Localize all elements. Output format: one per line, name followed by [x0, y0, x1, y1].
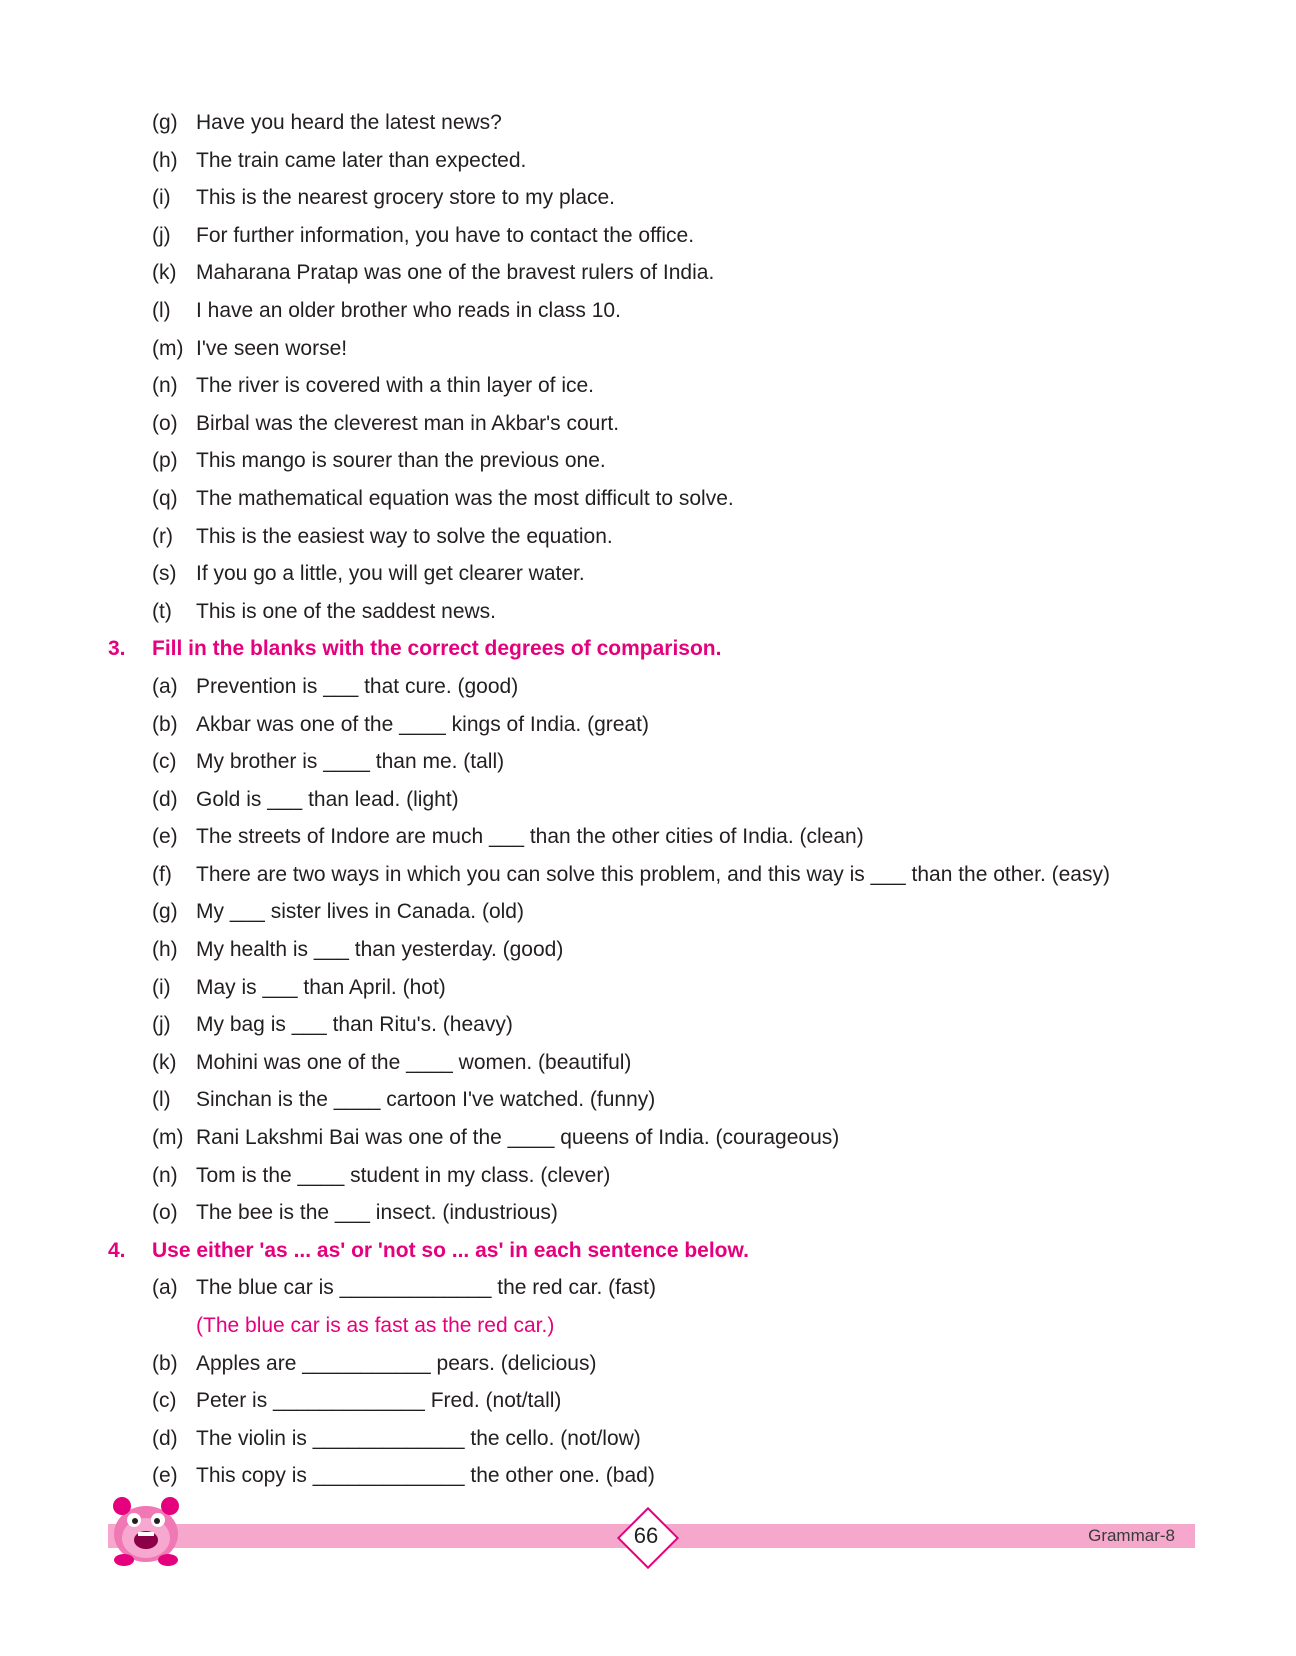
list-item [0, 1157, 1296, 1195]
list-item [0, 1006, 1296, 1044]
monster-mascot-icon [104, 1488, 188, 1568]
item-label: (h) [152, 938, 178, 962]
item-text: There are two ways in which you can solve this problem, and this way is ___ than the other. (easy) [196, 862, 1110, 886]
item-label: (l) [152, 298, 171, 322]
item-label: (q) [152, 486, 178, 510]
item-label: (e) [152, 825, 178, 849]
page-number-badge [618, 1508, 674, 1564]
list-item [0, 442, 1296, 480]
list-item [0, 1194, 1296, 1232]
list-item [0, 367, 1296, 405]
list-item [0, 1382, 1296, 1420]
list-item [0, 1044, 1296, 1082]
item-text: Mohini was one of the ____ women. (beautiful) [196, 1050, 632, 1074]
list-item [0, 856, 1296, 894]
section-number: 4. [108, 1238, 126, 1262]
item-text: This copy is _____________ the other one. (bad) [196, 1464, 655, 1488]
list-item [0, 142, 1296, 180]
item-text: Maharana Pratap was one of the bravest rulers of India. [196, 261, 715, 285]
list-item [0, 743, 1296, 781]
item-text: Peter is _____________ Fred. (not/tall) [196, 1389, 562, 1413]
item-label: (b) [152, 1351, 178, 1375]
item-label: (c) [152, 750, 177, 774]
list-item [0, 292, 1296, 330]
item-label: (d) [152, 1426, 178, 1450]
item-text: For further information, you have to contact the office. [196, 223, 695, 247]
item-label: (o) [152, 411, 178, 435]
item-text: The mathematical equation was the most difficult to solve. [196, 486, 734, 510]
list-item [0, 330, 1296, 368]
list-item [0, 104, 1296, 142]
item-label: (o) [152, 1201, 178, 1225]
list-item [0, 893, 1296, 931]
section-title: Use either 'as ... as' or 'not so ... as' in each sentence below. [152, 1238, 749, 1262]
item-label: (f) [152, 862, 172, 886]
item-label: (b) [152, 712, 178, 736]
item-text: Akbar was one of the ____ kings of India. (great) [196, 712, 649, 736]
item-label: (n) [152, 374, 178, 398]
list-item [0, 706, 1296, 744]
list-item [0, 1345, 1296, 1383]
item-label: (p) [152, 449, 178, 473]
item-text: The bee is the ___ insect. (industrious) [196, 1201, 558, 1225]
item-label: (l) [152, 1088, 171, 1112]
list-item [0, 1081, 1296, 1119]
list-item [0, 1457, 1296, 1495]
item-text: Birbal was the cleverest man in Akbar's court. [196, 411, 620, 435]
list-item [0, 781, 1296, 819]
item-text: Gold is ___ than lead. (light) [196, 787, 459, 811]
item-label: (i) [152, 186, 171, 210]
item-label: (m) [152, 336, 184, 360]
item-text: My brother is ____ than me. (tall) [196, 750, 505, 774]
list-item [0, 1420, 1296, 1458]
list-item [0, 818, 1296, 856]
list-item [0, 555, 1296, 593]
list-item [0, 1119, 1296, 1157]
item-label: (d) [152, 787, 178, 811]
item-label: (h) [152, 148, 178, 172]
list-item [0, 480, 1296, 518]
item-text: This mango is sourer than the previous one. [196, 449, 606, 473]
item-text: If you go a little, you will get clearer water. [196, 562, 585, 586]
item-label: (t) [152, 599, 172, 623]
list-item [0, 668, 1296, 706]
item-label: (n) [152, 1163, 178, 1187]
item-text: My bag is ___ than Ritu's. (heavy) [196, 1013, 513, 1037]
item-label: (a) [152, 1276, 178, 1300]
item-label: (m) [152, 1126, 184, 1150]
book-title: Grammar-8 [1088, 1526, 1175, 1545]
item-label: (i) [152, 975, 171, 999]
section-4-heading [0, 1232, 1296, 1270]
item-text: Sinchan is the ____ cartoon I've watched. (funny) [196, 1088, 656, 1112]
item-text: The train came later than expected. [196, 148, 527, 172]
item-text: I have an older brother who reads in class 10. [196, 298, 621, 322]
answer-text: (The blue car is as fast as the red car.) [196, 1314, 555, 1337]
item-label: (g) [152, 900, 178, 924]
list-item [0, 593, 1296, 631]
item-label: (s) [152, 562, 177, 586]
item-label: (r) [152, 524, 173, 548]
item-label: (k) [152, 261, 177, 285]
section-3-heading [0, 630, 1296, 668]
item-text: I've seen worse! [196, 336, 348, 360]
item-label: (j) [152, 1013, 171, 1037]
exercise-list [0, 104, 1296, 1495]
list-item [0, 254, 1296, 292]
item-text: Apples are ___________ pears. (delicious) [196, 1351, 597, 1375]
item-text: The river is covered with a thin layer of ice. [196, 374, 594, 398]
example-answer [0, 1307, 1296, 1345]
item-text: Rani Lakshmi Bai was one of the ____ queens of India. (courageous) [196, 1126, 840, 1150]
item-text: This is one of the saddest news. [196, 599, 496, 623]
item-label: (g) [152, 111, 178, 134]
item-label: (c) [152, 1389, 177, 1413]
item-text: My ___ sister lives in Canada. (old) [196, 900, 524, 924]
item-label: (e) [152, 1464, 178, 1488]
section-number: 3. [108, 637, 126, 661]
list-item [0, 179, 1296, 217]
section-title: Fill in the blanks with the correct degrees of comparison. [152, 637, 722, 661]
item-text: Tom is the ____ student in my class. (clever) [196, 1163, 611, 1187]
item-text: The violin is _____________ the cello. (not/low) [196, 1426, 641, 1450]
item-label: (k) [152, 1050, 177, 1074]
list-item [0, 518, 1296, 556]
list-item [0, 1269, 1296, 1307]
item-text: The streets of Indore are much ___ than the other cities of India. (clean) [196, 825, 864, 849]
item-text: My health is ___ than yesterday. (good) [196, 938, 564, 962]
list-item [0, 931, 1296, 969]
list-item [0, 969, 1296, 1007]
item-text: Have you heard the latest news? [196, 111, 502, 134]
item-text: This is the nearest grocery store to my place. [196, 186, 616, 210]
item-text: This is the easiest way to solve the equation. [196, 524, 613, 548]
item-label: (j) [152, 223, 171, 247]
item-text: The blue car is _____________ the red car. (fast) [196, 1276, 656, 1300]
list-item [0, 405, 1296, 443]
item-text: May is ___ than April. (hot) [196, 975, 446, 999]
item-text: Prevention is ___ that cure. (good) [196, 674, 519, 698]
list-item [0, 217, 1296, 255]
page-number: 66 [633, 1523, 659, 1548]
item-label: (a) [152, 674, 178, 698]
